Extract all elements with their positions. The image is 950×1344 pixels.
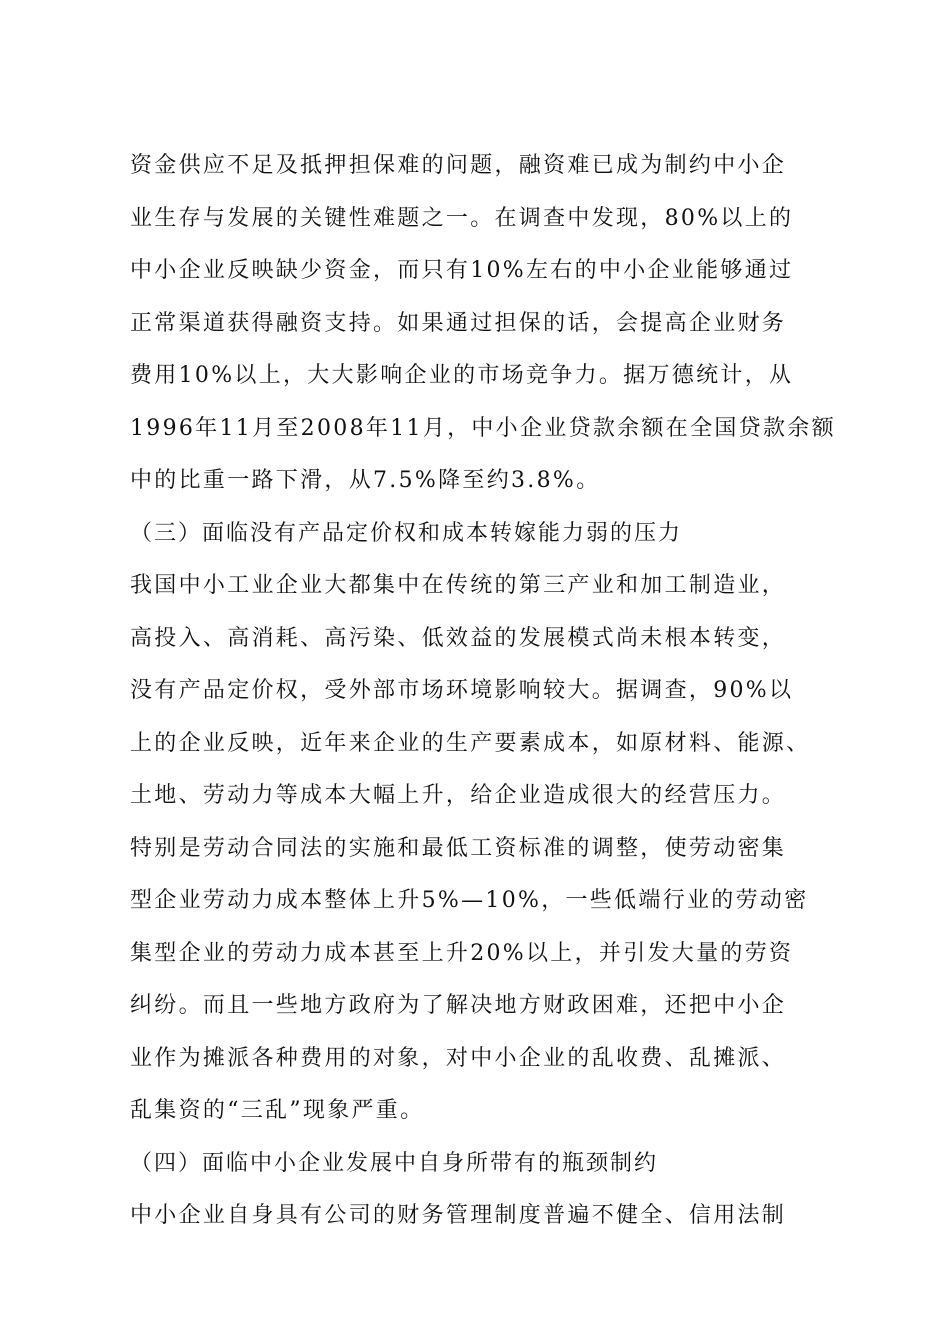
body-line: 乱集资的“三乱”现象严重。	[130, 1098, 425, 1123]
section-heading-4: （四）面临中小企业发展中自身所带有的瓶颈制约	[130, 1150, 659, 1176]
section-heading-3: （三）面临没有产品定价权和成本转嫁能力弱的压力	[130, 520, 683, 546]
body-line: 中小企业自身具有公司的财务管理制度普遍不健全、信用法制	[130, 1203, 787, 1228]
body-line: 费用10%以上，大大影响企业的市场竞争力。据万德统计，从	[130, 363, 794, 388]
body-line: 我国中小工业企业大都集中在传统的第三产业和加工制造业，	[130, 573, 787, 598]
document-body	[130, 140, 850, 1243]
body-line: 业作为摊派各种费用的对象，对中小企业的乱收费、乱摊派、	[130, 1045, 787, 1071]
body-line: 型企业劳动力成本整体上升5%—10%，一些低端行业的劳动密	[130, 888, 809, 913]
body-line: 特别是劳动合同法的实施和最低工资标准的调整，使劳动密集	[130, 835, 787, 861]
body-line: 土地、劳动力等成本大幅上升，给企业造成很大的经营压力。	[130, 783, 787, 808]
body-line: 1996年11月至2008年11月，中小企业贷款余额在全国贷款余额	[130, 415, 836, 441]
body-line: 上的企业反映，近年来企业的生产要素成本，如原材料、能源、	[130, 730, 811, 756]
body-line: 纠纷。而且一些地方政府为了解决地方财政困难，还把中小企	[130, 993, 787, 1018]
body-line: 高投入、高消耗、高污染、低效益的发展模式尚未根本转变，	[130, 625, 787, 651]
body-line: 没有产品定价权，受外部市场环境影响较大。据调查，90%以	[130, 678, 794, 703]
body-line: 集型企业的劳动力成本甚至上升20%以上，并引发大量的劳资	[130, 940, 794, 966]
body-line: 中小企业反映缺少资金，而只有10%左右的中小企业能够通过	[130, 258, 794, 283]
body-line: 资金供应不足及抵押担保难的问题，融资难已成为制约中小企	[130, 153, 787, 178]
body-line: 正常渠道获得融资支持。如果通过担保的话，会提高企业财务	[130, 310, 787, 336]
body-line: 中的比重一路下滑，从7.5%降至约3.8%。	[130, 468, 601, 493]
body-line: 业生存与发展的关键性难题之一。在调查中发现，80%以上的	[130, 205, 794, 231]
